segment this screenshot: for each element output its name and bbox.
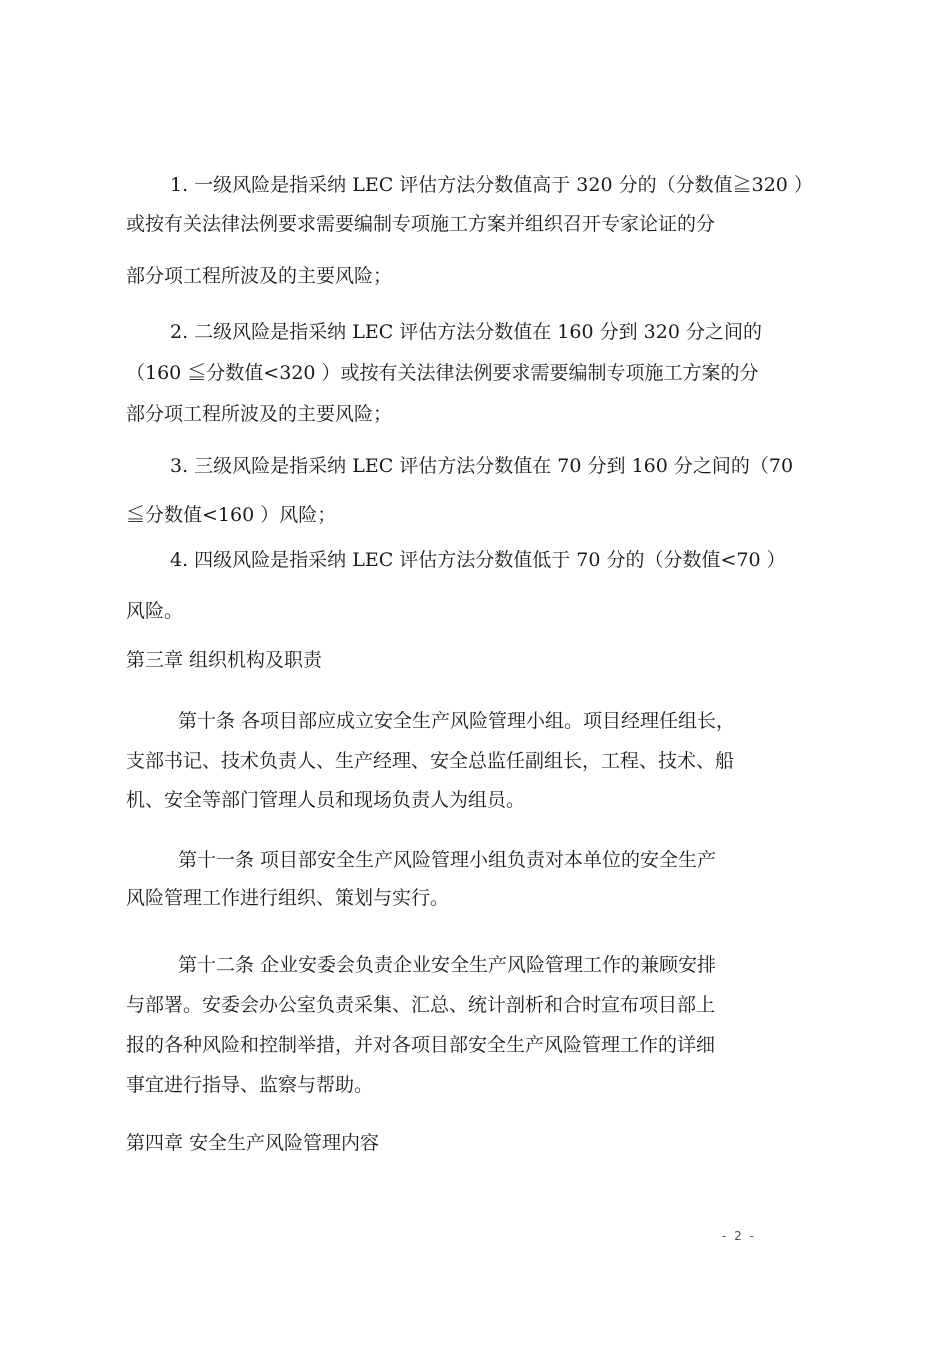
article-10-line-2: 支部书记、技术负责人、生产经理、安全总监任副组长，工程、技术、船: [126, 750, 735, 772]
chapter-4-heading: 第四章 安全生产风险管理内容: [126, 1132, 380, 1154]
article-11-line-1: 第十一条 项目部安全生产风险管理小组负责对本单位的安全生产: [178, 849, 717, 871]
article-12-line-2: 与部署。安委会办公室负责采集、汇总、统计剖析和合时宣布项目部上: [126, 994, 716, 1016]
risk-level-2-line-1: 2. 二级风险是指采纳 LEC 评估方法分数值在 160 分到 320 分之间的: [170, 321, 762, 343]
risk-level-3-line-1: 3. 三级风险是指采纳 LEC 评估方法分数值在 70 分到 160 分之间的（70: [170, 455, 794, 477]
article-12-line-1: 第十二条 企业安委会负责企业安全生产风险管理工作的兼顾安排: [178, 954, 717, 976]
risk-level-1-line-1: 1. 一级风险是指采纳 LEC 评估方法分数值高于 320 分的（分数值≧320 ）: [170, 174, 813, 196]
chapter-3-heading: 第三章 组织机构及职责: [126, 649, 323, 671]
risk-level-2-line-2: （160 ≦分数值<320 ）或按有关法律法例要求需要编制专项施工方案的分: [126, 362, 759, 384]
risk-level-2-line-3: 部分项工程所波及的主要风险；: [126, 403, 393, 425]
risk-level-3-line-2: ≦分数值<160 ）风险；: [126, 504, 337, 526]
risk-level-4-line-1: 4. 四级风险是指采纳 LEC 评估方法分数值低于 70 分的（分数值<70 ）: [170, 549, 786, 571]
page-number: - 2 -: [722, 1229, 756, 1243]
article-11-line-2: 风险管理工作进行组织、策划与实行。: [126, 887, 450, 909]
risk-level-1-line-2: 或按有关法律法例要求需要编制专项施工方案并组织召开专家论证的分: [126, 213, 716, 235]
risk-level-1-line-3: 部分项工程所波及的主要风险；: [126, 265, 393, 287]
article-10-line-3: 机、安全等部门管理人员和现场负责人为组员。: [126, 789, 526, 811]
article-12-line-4: 事宜进行指导、监察与帮助。: [126, 1074, 374, 1096]
article-10-line-1: 第十条 各项目部应成立安全生产风险管理小组。项目经理任组长，: [178, 710, 736, 732]
article-12-line-3: 报的各种风险和控制举措，并对各项目部安全生产风险管理工作的详细: [126, 1034, 716, 1056]
risk-level-4-line-2: 风险。: [126, 600, 184, 622]
